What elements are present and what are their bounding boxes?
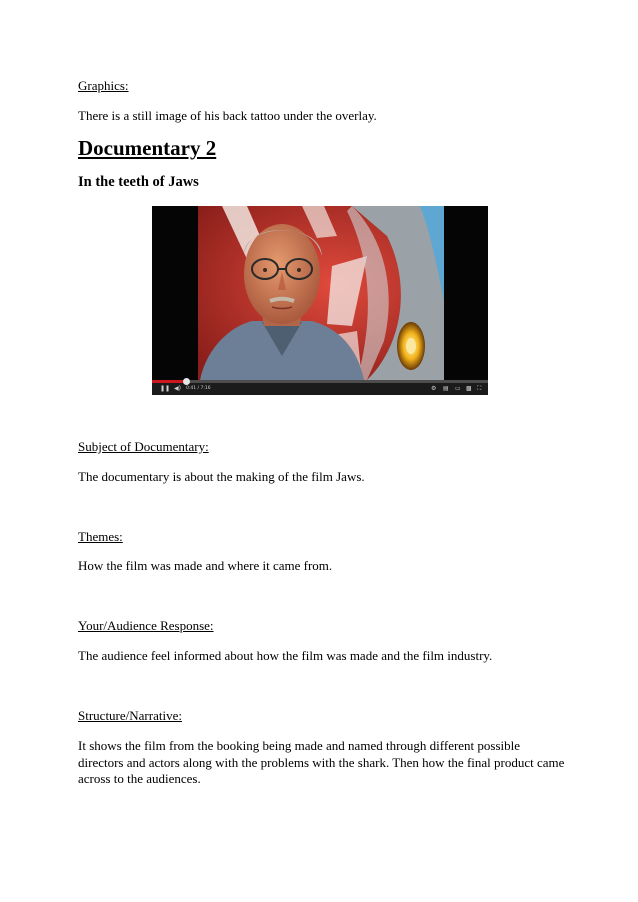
- graphics-text: There is a still image of his back tattoo under the overlay.: [78, 108, 377, 123]
- captions-icon[interactable]: ▤: [443, 385, 449, 392]
- video-player[interactable]: [152, 206, 488, 395]
- progress-fill: [152, 380, 186, 383]
- structure-label: Structure/Narrative:: [78, 708, 182, 723]
- themes-label: Themes:: [78, 529, 123, 544]
- volume-icon[interactable]: ◀): [174, 385, 181, 392]
- response-label: Your/Audience Response:: [78, 618, 214, 633]
- documentary-title: In the teeth of Jaws: [78, 174, 199, 190]
- pause-icon[interactable]: ❚❚: [160, 385, 171, 392]
- structure-line: It shows the film from the booking being made and named through different possible: [78, 738, 521, 753]
- themes-text: How the film was made and where it came from.: [78, 558, 333, 573]
- documentary-heading: Documentary 2: [78, 136, 217, 160]
- video-still: [152, 206, 488, 380]
- subject-label: Subject of Documentary:: [78, 439, 209, 454]
- video-time: 0:41 / 7:16: [186, 386, 211, 391]
- subject-text: The documentary is about the making of the film Jaws.: [78, 469, 365, 484]
- structure-line: directors and actors along with the problems with the shark. Then how the final product came: [78, 754, 565, 770]
- scrub-handle[interactable]: [183, 378, 190, 385]
- graphics-label: Graphics:: [78, 78, 129, 93]
- response-text: The audience feel informed about how the film was made and the film industry.: [78, 648, 493, 663]
- settings-icon[interactable]: ⚙: [431, 385, 437, 392]
- video-controls: [152, 380, 488, 395]
- fullscreen-icon[interactable]: ⛶: [477, 385, 482, 392]
- structure-line: across to the audiences.: [78, 771, 201, 786]
- structure-text: [78, 738, 578, 788]
- progress-bar[interactable]: [152, 380, 488, 383]
- theater-icon[interactable]: ▭: [455, 385, 461, 392]
- cast-icon[interactable]: ▩: [466, 385, 472, 392]
